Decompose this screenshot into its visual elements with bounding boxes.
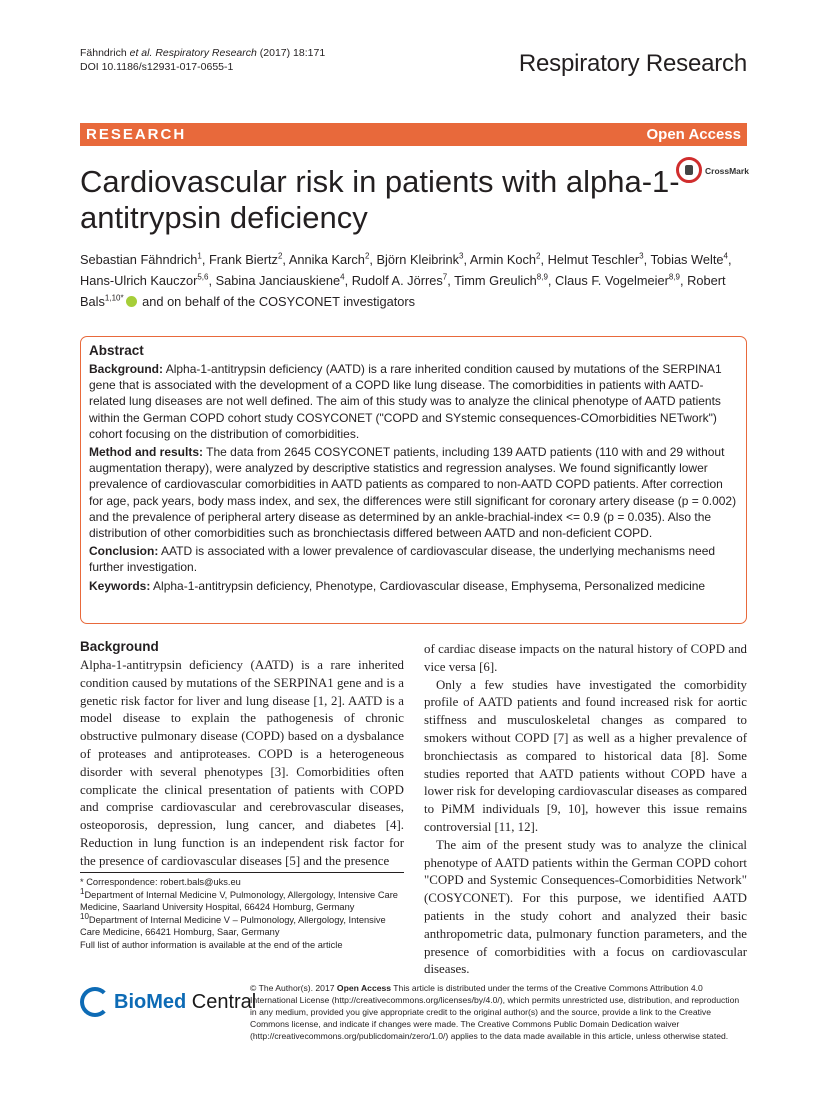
publisher-logo [80, 985, 257, 1021]
open-access-label: Open Access [646, 126, 741, 143]
citation-journal: Respiratory Research [155, 47, 257, 59]
author[interactable]: Björn Kleibrink$^3$ [376, 251, 464, 267]
author[interactable]: Sebastian Fähndrich$^1$ [80, 251, 202, 267]
footnotes [80, 872, 404, 951]
citation-et-al: et al. [129, 47, 153, 59]
paragraph: Alpha-1-antitrypsin deficiency (AATD) is a rare inherited condition caused by mutations of the SERPINA1 gene and is a genetic risk factor for liver and lung disease [1, 2]. AATD is a model disease to explain the pathogenesis of chronic obstructive pulmonary disease (COPD) based on a dysbalance of proteases and antiproteases. COPD is a heterogeneous disorder with several phenotypes [3]. Comorbidities often complicate the clinical presentation of patients with COPD and comprise cardiovascular and cerebrovascular diseases, osteoporosis, depression, lung cancer, and diabetes [4]. Reduction in lung function is an independent risk factor for the presence of cardiovascular diseases [5] and the presence [80, 658, 404, 868]
affiliation: $^{10}$Department of Internal Medicine V – Pulmonology, Allergology, Intensive Care Medicine, 66421 Homburg, Saar, Germany [80, 911, 386, 937]
orcid-icon[interactable] [126, 296, 137, 307]
author[interactable]: Sabina Janciauskiene$^4$ [215, 272, 345, 288]
author[interactable]: Annika Karch$^2$ [288, 251, 370, 267]
abstract-conclusion: Conclusion: AATD is associated with a lower prevalence of cardiovascular disease, the underlying mechanisms need further investigation. [89, 544, 716, 575]
crossmark-badge[interactable] [676, 157, 752, 187]
authors-tail: and on behalf of the COSYCONET investigators [142, 294, 416, 309]
abstract-heading: Abstract [89, 343, 144, 358]
biomed-central-icon [80, 987, 110, 1017]
correspondence[interactable]: * Correspondence: robert.bals@uks.eu [80, 877, 241, 887]
author[interactable]: Armin Koch$^2$ [469, 251, 541, 267]
body-column-left [80, 638, 404, 871]
crossmark-icon [676, 157, 702, 183]
publisher-name: BioMed Central [114, 991, 257, 1013]
section-heading: Background [80, 639, 159, 654]
author-list: Sebastian Fähndrich$^1$, Frank Biertz$^2$, Annika Karch$^2$, Björn Kleibrink$^3$, Armin Koch$^2$, Helmut Teschler$^3$, Tobias Welte$^4$, Hans-Ulrich Kauczor$^{5,6}$, Sabina Janciauskiene$^4$, Rudolf A. Jörres$^7$, Timm Greulich$^{8,9}$, Claus F. Vogelmeier$^{8,9}$, Robert Bals$^{1,10*}$ and on behalf of the COSYCONET investigators [80, 251, 732, 309]
author[interactable]: Tobias Welte$^4$ [650, 251, 728, 267]
citation-line [80, 46, 325, 60]
body-column-right [424, 641, 747, 979]
citation-author: Fähndrich [80, 47, 127, 59]
author[interactable]: Frank Biertz$^2$ [208, 251, 283, 267]
citation-block [80, 46, 325, 74]
license-text: © The Author(s). 2017 Open Access This article is distributed under the terms of the Creative Commons Attribution 4.0 International License (http://creativecommons.org/licenses/by/4.0/), which permits unrestricted use, distribution, and reproduction in any medium, provided you give appropriate credit to the original author(s) and the source, provide a link to the Creative Commons license, and indicate if changes were made. The Creative Commons Public Domain Dedication waiver (http://creativecommons.org/publicdomain/zero/1.0/) applies to the data made available in this article, unless otherwise stated. [250, 983, 740, 1041]
paragraph: of cardiac disease impacts on the natural history of COPD and vice versa [6]. [424, 642, 747, 674]
abstract-keywords: Keywords: Alpha-1-antitrypsin deficiency, Phenotype, Cardiovascular disease, Emphysema, Personalized medicine [89, 578, 706, 593]
abstract-methods: Method and results: The data from 2645 COSYCONET patients, including 139 AATD patients (110 with and 29 without augmentation therapy), were analyzed by descriptive statistics and regression analyses. We found significantly lower prevalence of cardiovascular comorbidities in AATD patients as compared to non-AATD COPD patients. After correction for age, pack years, body mass index, and sex, the differences were still significant for coronary artery disease (p = 0.002) and the prevalence of peripheral artery disease as determined by an ankle-brachial-index <= 0.9 (p = 0.035). Also the distribution of other comorbidities such as bronchiectasis differed between AATD and non-deficient COPD. [89, 445, 737, 541]
author-info-note: Full list of author information is available at the end of the article [80, 939, 343, 950]
doi[interactable]: DOI 10.1186/s12931-017-0655-1 [80, 61, 234, 73]
author[interactable]: Claus F. Vogelmeier$^{8,9}$ [555, 272, 680, 288]
author[interactable]: Helmut Teschler$^3$ [547, 251, 644, 267]
article-type-banner [80, 123, 747, 146]
abstract-background: Background: Alpha-1-antitrypsin deficiency (AATD) is a rare inherited condition caused by mutations of the SERPINA1 gene that is associated with the development of a COPD like lung disease. The comorbidities in patients with AATD-related lung diseases are not well defined. The aim of this study was to analyze the clinical phenotype of AATD patients within the German COPD cohort study COSYCONET ("COPD and SYstemic consequences-COmorbidities NETwork") cohort focusing on the distribution of comorbidities. [89, 362, 722, 441]
abstract-box [80, 336, 747, 624]
author[interactable]: Robert Bals$^{1,10*}$ [80, 273, 726, 309]
journal-name: Respiratory Research [518, 50, 747, 77]
crossmark-label: CrossMark [705, 166, 749, 176]
paragraph: Only a few studies have investigated the comorbidity profile of AATD patients and found increased risk for aortic stiffness and musculoskeletal changes as compared to smokers without COPD [7] as well as a higher prevalence of bronchiectasis as compared to historical data [8]. Some studies reported that AATD patients without COPD have a lower risk for developing cardiovascular diseases as compared to PiMM individuals [9, 10], however this issue remains controversial [11, 12]. [424, 677, 747, 834]
article-type-label: RESEARCH [86, 126, 187, 143]
author[interactable]: Timm Greulich$^{8,9}$ [454, 272, 548, 288]
citation-year-volume: (2017) 18:171 [259, 47, 326, 59]
article-title: Cardiovascular risk in patients with alpha-1-antitrypsin deficiency [80, 164, 680, 235]
author[interactable]: Hans-Ulrich Kauczor$^{5,6}$ [80, 272, 209, 288]
paragraph: The aim of the present study was to analyze the clinical phenotype of AATD patients within the German COPD cohort "COPD and Systemic Consequences-Comorbidities Network" (COSYCONET). For this purpose, we identified AATD patients in the study cohort and analyzed their basic anthropometric data, pulmonary function parameters, and the presence of comorbidities with a focus on cardiovascular diseases. [424, 837, 747, 977]
affiliation: $^1$Department of Internal Medicine V, Pulmonology, Allergology, Intensive Care Medicine, Saarland University Hospital, 66424 Homburg, Germany [80, 886, 398, 912]
author[interactable]: Rudolf A. Jörres$^7$ [351, 272, 448, 288]
